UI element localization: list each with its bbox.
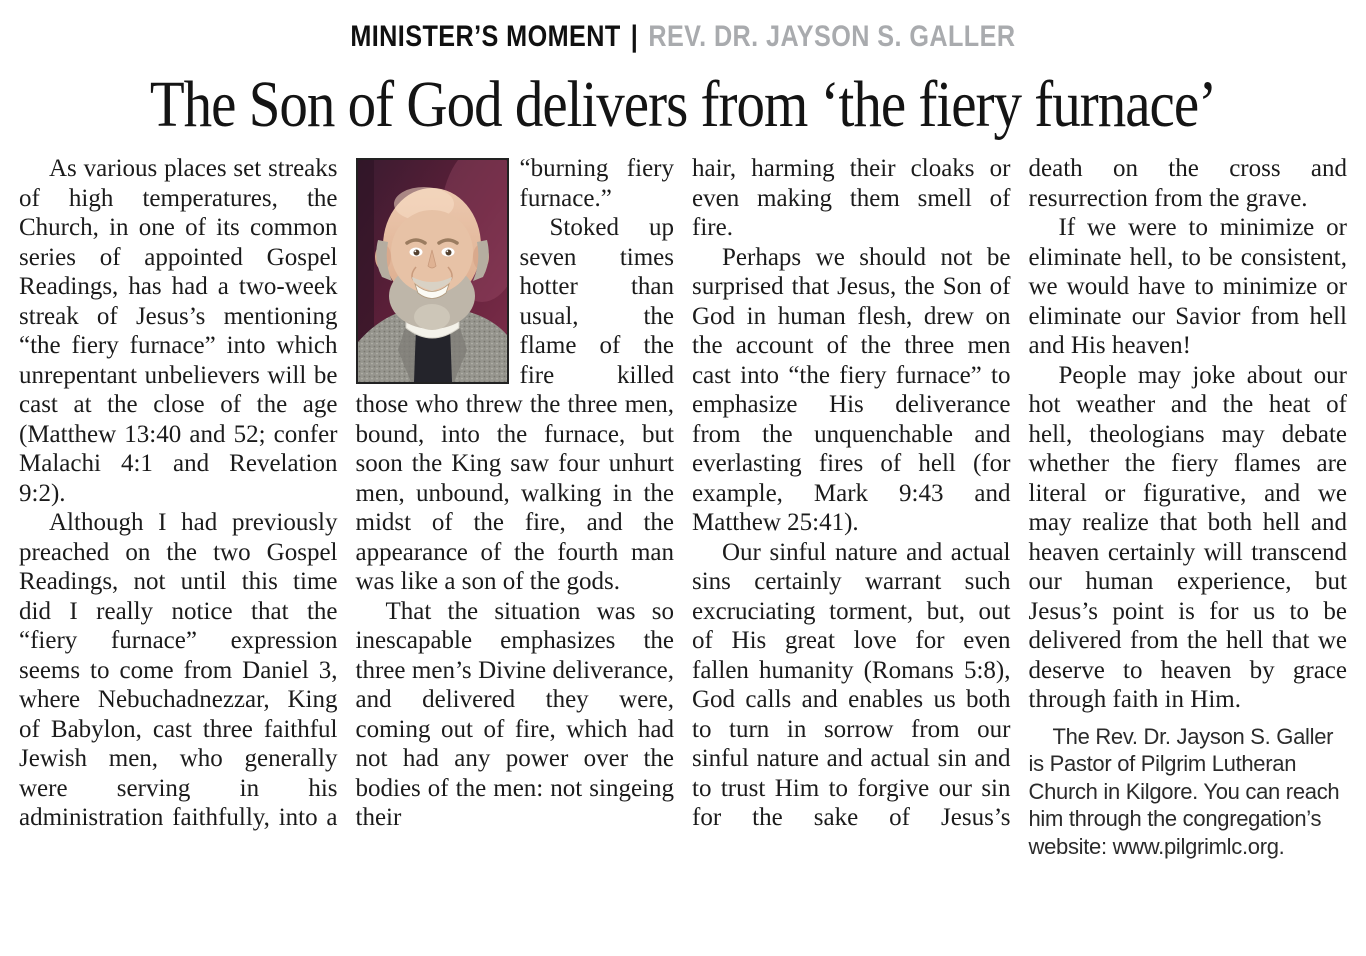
column-1	[19, 154, 338, 860]
column-4	[1029, 154, 1348, 860]
minister-portrait-illustration	[358, 160, 507, 382]
paragraph: As various places set streaks of high temperatures, the Church, in one of its common series of appointed Gospel Readings, has had a two-week streak of Jesus’s mentioning “the fiery furnace” into which unrepentant unbelievers will be cast at the close of the age (Matthew 13:40 and 52; confer Malachi 4:1 and Revelation 9:2).	[19, 155, 338, 507]
paragraph: Although I had previously preached on the two Gospel Readings, not until this time did I really notice that the “fiery furnace” expression seems to come from Daniel 3, where Nebuchadnezzar, King of Babylon, cast three faithful Jewish men, who generally were serving in his administration faithfully, into a	[19, 509, 338, 831]
paragraph: That the situation was so inescapable emphasizes the three men’s Divine deliverance, and delivered they were, coming out of fire, which had not had any power over the bodies of the men: not singeing their	[355, 597, 674, 831]
column-2	[356, 154, 675, 860]
paragraph: Stoked up seven times hotter than usual, the flame of the fire killed those who threw the three men, bound, into the furnace, but soon the King saw four unhurt men, unbound, walking in the midst of the fire, and the appearance of the fourth man was like a son of the gods.	[355, 214, 674, 595]
minister-photo	[356, 158, 509, 384]
kicker-separator: |	[630, 20, 639, 53]
author-bio: The Rev. Dr. Jayson S. Galler is Pastor of Pilgrim Lutheran Church in Kilgore. You can reach him through the congregation’s website: www.pilgrimlc.org.	[1028, 723, 1340, 859]
article-body	[0, 154, 1366, 860]
kicker-author-name: REV. DR. JAYSON S. GALLER	[648, 20, 1016, 53]
kicker-section-label: MINISTER’S MOMENT	[350, 20, 621, 53]
paragraph: death on the cross and resurrection from the grave.	[1028, 155, 1347, 212]
paragraph: Perhaps we should not be surprised that Jesus, the Son of God in human flesh, drew on the account of the three men cast into “the fiery furnace” to emphasize His deliverance from the unquenchable and everlasting fires of hell (for example, Mark 9:43 and Matthew 25:41).	[692, 243, 1011, 536]
paragraph: People may joke about our hot weather and the heat of hell, theologians may debate whether the fiery flames are literal or figurative, and we may realize that both hell and heaven certainly will transcend our human experience, but Jesus’s point is for us to be delivered from the hell that we deserve to heaven by grace through faith in Him.	[1028, 361, 1347, 713]
paragraph: If we were to minimize or eliminate hell, to be consistent, we would have to minimize or eliminate our Savior from hell and His heaven!	[1028, 214, 1347, 359]
paragraph: “burning fiery furnace.”	[519, 155, 674, 212]
article-headline: The Son of God delivers from ‘the fiery furnace’	[149, 68, 1217, 142]
paragraph: hair, harming their cloaks or even making them smell of fire.	[692, 155, 1011, 241]
kicker	[0, 20, 1366, 54]
kicker-text	[350, 20, 1015, 54]
paragraph: Our sinful nature and actual sins certainly warrant such excruciating torment, but, out of His great love for even fallen humanity (Romans 5:8), God calls and enables us both to turn in sorrow from our sinful nature and actual sin and to trust Him to forgive our sin for the sake of Jesus’s	[692, 538, 1011, 831]
column-3	[692, 154, 1011, 860]
